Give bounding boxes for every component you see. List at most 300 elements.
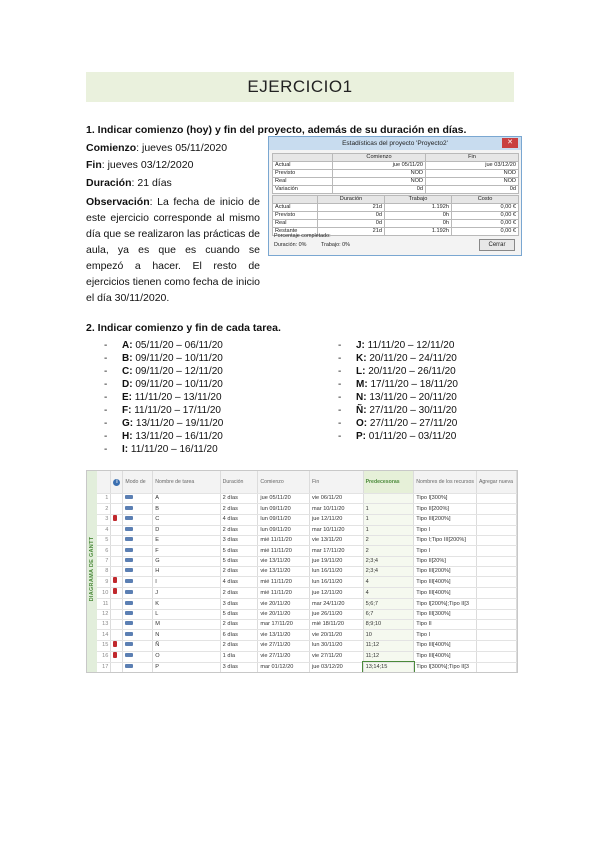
mode-column-header[interactable]: Modo de (123, 471, 153, 494)
row-number: 8 (97, 567, 111, 577)
task-id: K: (356, 353, 367, 364)
task-range: 27/11/20 – 30/11/20 (366, 405, 457, 416)
task-mode-icon (125, 611, 133, 615)
question-1: 1. Indicar comienzo (hoy) y fin del proyecto, además de su duración en días. (86, 124, 467, 136)
indicator-cell (111, 556, 123, 566)
start-cell[interactable]: lun 09/11/20 (258, 514, 310, 525)
project-statistics-dialog (268, 136, 522, 256)
mode-cell (123, 567, 153, 577)
row-number: 12 (97, 609, 111, 619)
list-dash: - (104, 405, 108, 416)
start-cell[interactable]: vie 20/11/20 (258, 599, 310, 609)
duration-cell[interactable]: 4 días (220, 577, 258, 588)
mode-cell (123, 662, 153, 672)
observation-paragraph (86, 194, 260, 306)
empty-cell[interactable] (476, 609, 516, 619)
dates-table (272, 153, 519, 194)
task-range: 01/11/20 – 03/11/20 (366, 431, 457, 442)
table-row: Previsto NOD NOD (273, 170, 519, 178)
task-id: G: (122, 418, 134, 429)
resources-cell[interactable]: Tipo I (414, 630, 477, 640)
duration-cell[interactable]: 1 día (220, 651, 258, 662)
task-id: M: (356, 379, 368, 390)
row-number: 1 (97, 494, 111, 504)
start-cell[interactable]: mié 11/11/20 (258, 546, 310, 556)
empty-cell[interactable] (476, 546, 516, 556)
title-banner (86, 72, 514, 102)
empty-cell[interactable] (476, 577, 516, 588)
task-mode-icon (125, 516, 133, 520)
task-mode-icon (125, 632, 133, 636)
indicator-cell (111, 514, 123, 525)
empty-cell[interactable] (476, 536, 516, 546)
mode-cell (123, 651, 153, 662)
table-row[interactable] (97, 504, 517, 514)
mode-cell (123, 640, 153, 651)
empty-cell[interactable] (476, 640, 516, 651)
duration-column-header[interactable]: Duración (220, 471, 258, 494)
list-dash: - (104, 418, 108, 429)
duration-cell[interactable]: 6 días (220, 630, 258, 640)
duration-cell[interactable]: 5 días (220, 609, 258, 619)
start-column-header[interactable]: Comienzo (258, 471, 310, 494)
gantt-table (97, 471, 517, 673)
resources-cell[interactable]: Tipo II[200%] (414, 504, 477, 514)
question-2: 2. Indicar comienzo y fin de cada tarea. (86, 322, 281, 334)
percent-complete-label: Porcentaje completado: (274, 233, 331, 239)
task-id: P: (356, 431, 366, 442)
duration-value: : 21 días (131, 177, 172, 189)
percent-duration: Duración: 0% (274, 242, 307, 248)
indicator-cell (111, 640, 123, 651)
end-cell[interactable]: mié 18/11/20 (310, 620, 364, 630)
indicator-cell (111, 588, 123, 599)
start-cell[interactable]: jue 05/11/20 (258, 494, 310, 504)
task-id: N: (356, 392, 367, 403)
task-mode-icon (125, 506, 133, 510)
resources-cell[interactable]: Tipo III[400%] (414, 588, 477, 599)
empty-cell[interactable] (476, 504, 516, 514)
task-name-cell[interactable]: N (153, 630, 220, 640)
end-cell[interactable]: vie 13/11/20 (310, 536, 364, 546)
duration-cell[interactable]: 2 días (220, 494, 258, 504)
task-date-item (104, 443, 223, 456)
resources-cell[interactable]: Tipo II[20%] (414, 556, 477, 566)
table-row[interactable] (97, 651, 517, 662)
table-row[interactable] (97, 588, 517, 599)
task-name-cell[interactable]: E (153, 536, 220, 546)
table-row[interactable] (97, 640, 517, 651)
task-range: 27/11/20 – 27/11/20 (367, 418, 458, 429)
resources-cell[interactable]: Tipo I[200%];Tipo II[3 (414, 599, 477, 609)
predecessors-cell[interactable]: 2 (363, 546, 414, 556)
add-column-header[interactable]: Agregar nueva (476, 471, 516, 494)
mode-cell (123, 588, 153, 599)
overallocated-icon (113, 577, 117, 583)
task-name-cell[interactable]: K (153, 599, 220, 609)
task-name-cell[interactable]: C (153, 514, 220, 525)
start-line (86, 140, 227, 156)
table-row[interactable] (97, 546, 517, 556)
task-id: A: (122, 340, 133, 351)
list-dash: - (338, 392, 342, 403)
table-row[interactable] (97, 662, 517, 672)
duration-cell[interactable]: 3 días (220, 599, 258, 609)
empty-cell[interactable] (476, 525, 516, 535)
task-name-cell[interactable]: L (153, 609, 220, 619)
resources-cell[interactable]: Tipo I[300%];Tipo II[3 (414, 662, 477, 672)
overallocated-icon (113, 652, 117, 658)
dates-header-end: Fin (426, 154, 519, 162)
task-id: L: (356, 366, 366, 377)
indicator-cell (111, 620, 123, 630)
end-cell[interactable]: jue 12/11/20 (310, 514, 364, 525)
row-number: 6 (97, 546, 111, 556)
table-row: Previsto 0d 0h 0,00 € (273, 212, 519, 220)
task-id: D: (122, 379, 133, 390)
task-date-item (338, 430, 458, 443)
task-name-cell[interactable]: J (153, 588, 220, 599)
end-cell[interactable]: lun 16/11/20 (310, 567, 364, 577)
end-cell[interactable]: mar 10/11/20 (310, 525, 364, 535)
end-column-header[interactable]: Fin (310, 471, 364, 494)
task-id: Ñ: (356, 405, 367, 416)
task-name-cell[interactable]: P (153, 662, 220, 672)
resources-cell[interactable]: Tipo III[200%] (414, 514, 477, 525)
table-row[interactable] (97, 577, 517, 588)
page-title: EJERCICIO1 (247, 77, 353, 96)
duration-cell[interactable]: 2 días (220, 620, 258, 630)
task-range: 11/11/20 – 13/11/20 (132, 392, 222, 403)
list-dash: - (338, 418, 342, 429)
end-cell[interactable]: jue 03/12/20 (310, 662, 364, 672)
list-dash: - (104, 340, 108, 351)
indicator-cell (111, 630, 123, 640)
duration-cell[interactable]: 2 días (220, 504, 258, 514)
empty-cell[interactable] (476, 588, 516, 599)
task-id: C: (122, 366, 133, 377)
predecessors-cell[interactable]: 8;9;10 (363, 620, 414, 630)
list-dash: - (338, 405, 342, 416)
end-cell[interactable]: vie 06/11/20 (310, 494, 364, 504)
duration-cell[interactable]: 2 días (220, 525, 258, 535)
row-number: 2 (97, 504, 111, 514)
task-name-cell[interactable]: I (153, 577, 220, 588)
duration-label: Duración (86, 177, 132, 189)
table-row: Actual jue 05/11/20 jue 03/12/20 (273, 162, 519, 170)
indicator-cell (111, 662, 123, 672)
dates-header-start: Comienzo (333, 154, 426, 162)
list-dash: - (338, 340, 342, 351)
task-date-item (338, 378, 458, 391)
task-date-item (338, 417, 458, 430)
task-range: 09/11/20 – 10/11/20 (132, 379, 223, 390)
table-row: Real NOD NOD (273, 178, 519, 186)
resources-cell[interactable]: Tipo II (414, 620, 477, 630)
list-dash: - (338, 379, 342, 390)
task-name-cell[interactable]: D (153, 525, 220, 535)
task-name-cell[interactable]: Ñ (153, 640, 220, 651)
task-id: I: (122, 444, 129, 455)
task-name-cell[interactable]: O (153, 651, 220, 662)
task-date-item (104, 430, 223, 443)
row-number: 3 (97, 514, 111, 525)
mode-cell (123, 577, 153, 588)
dialog-titlebar (269, 137, 521, 150)
table-row[interactable] (97, 609, 517, 619)
predecessors-cell[interactable]: 11;12 (363, 651, 414, 662)
start-cell[interactable]: vie 20/11/20 (258, 609, 310, 619)
table-row[interactable] (97, 620, 517, 630)
task-range: 13/11/20 – 20/11/20 (366, 392, 457, 403)
task-mode-icon (125, 495, 133, 499)
empty-cell[interactable] (476, 556, 516, 566)
predecessors-cell[interactable]: 1 (363, 504, 414, 514)
end-line (86, 157, 193, 173)
predecessors-cell[interactable]: 10 (363, 630, 414, 640)
mode-cell (123, 504, 153, 514)
mode-cell (123, 620, 153, 630)
empty-cell[interactable] (476, 630, 516, 640)
resources-cell[interactable]: Tipo I (414, 546, 477, 556)
row-number: 10 (97, 588, 111, 599)
predecessors-cell[interactable]: 2;3;4 (363, 567, 414, 577)
table-row[interactable] (97, 536, 517, 546)
resources-cell[interactable]: Tipo I (414, 525, 477, 535)
overallocated-icon (113, 515, 117, 521)
task-date-item (104, 404, 223, 417)
gantt-side-label: DIAGRAMA DE GANTT (87, 471, 97, 672)
task-mode-icon (125, 621, 133, 625)
start-cell[interactable]: vie 27/11/20 (258, 640, 310, 651)
resources-cell[interactable]: Tipo III[400%] (414, 651, 477, 662)
duration-cell[interactable]: 4 días (220, 514, 258, 525)
indicator-cell (111, 504, 123, 514)
task-mode-icon (125, 664, 133, 668)
task-date-item (338, 339, 458, 352)
close-button[interactable]: Cerrar (479, 239, 515, 251)
start-cell[interactable]: vie 13/11/20 (258, 567, 310, 577)
task-mode-icon (125, 558, 133, 562)
percent-work: Trabajo: 0% (321, 242, 350, 248)
empty-cell[interactable] (476, 662, 516, 672)
table-row[interactable] (97, 514, 517, 525)
start-cell[interactable]: vie 13/11/20 (258, 630, 310, 640)
duration-cell[interactable]: 5 días (220, 556, 258, 566)
task-range: 20/11/20 – 24/11/20 (366, 353, 457, 364)
indicator-cell (111, 567, 123, 577)
task-range: 11/11/20 – 17/11/20 (131, 405, 221, 416)
duration-cell[interactable]: 3 días (220, 662, 258, 672)
empty-cell[interactable] (476, 651, 516, 662)
predecessors-column-header[interactable]: Predecesoras (363, 471, 414, 494)
table-row[interactable] (97, 556, 517, 566)
mode-cell (123, 536, 153, 546)
mode-cell (123, 599, 153, 609)
task-dates-right (338, 339, 458, 443)
end-cell[interactable]: mar 17/11/20 (310, 546, 364, 556)
duration-cell[interactable]: 3 días (220, 536, 258, 546)
row-number: 16 (97, 651, 111, 662)
indicator-cell (111, 609, 123, 619)
task-name-cell[interactable]: B (153, 504, 220, 514)
empty-cell[interactable] (476, 514, 516, 525)
task-range: 09/11/20 – 12/11/20 (132, 366, 223, 377)
task-dates-left (104, 339, 223, 456)
end-cell[interactable]: jue 26/11/20 (310, 609, 364, 619)
resources-column-header[interactable]: Nombres de los recursos (414, 471, 477, 494)
task-date-item (104, 352, 223, 365)
predecessors-cell[interactable]: 2 (363, 536, 414, 546)
indicator-cell (111, 546, 123, 556)
task-date-item (338, 365, 458, 378)
predecessors-cell[interactable] (363, 494, 414, 504)
start-cell[interactable]: mar 01/12/20 (258, 662, 310, 672)
task-range: 11/11/20 – 16/11/20 (128, 444, 218, 455)
duration-cell[interactable]: 2 días (220, 567, 258, 577)
duration-cell[interactable]: 2 días (220, 640, 258, 651)
task-range: 05/11/20 – 06/11/20 (132, 340, 223, 351)
start-cell[interactable]: mar 17/11/20 (258, 620, 310, 630)
predecessors-cell[interactable]: 1 (363, 525, 414, 535)
end-cell[interactable]: jue 19/11/20 (310, 556, 364, 566)
task-date-item (338, 404, 458, 417)
predecessors-cell[interactable]: 11;12 (363, 640, 414, 651)
end-cell[interactable]: mar 10/11/20 (310, 504, 364, 514)
task-range: 09/11/20 – 10/11/20 (132, 353, 223, 364)
mode-cell (123, 609, 153, 619)
end-cell[interactable]: jue 12/11/20 (310, 588, 364, 599)
start-value: : jueves 05/11/2020 (136, 142, 228, 154)
start-cell[interactable]: mié 11/11/20 (258, 577, 310, 588)
list-dash: - (104, 392, 108, 403)
indicator-cell (111, 525, 123, 535)
end-value: : jueves 03/12/2020 (101, 159, 194, 171)
end-cell[interactable]: lun 30/11/20 (310, 640, 364, 651)
indicator-cell (111, 599, 123, 609)
resources-cell[interactable]: Tipo III[200%] (414, 567, 477, 577)
start-cell[interactable]: lun 09/11/20 (258, 504, 310, 514)
info-icon: i (113, 479, 120, 486)
table-row: Variación 0d 0d (273, 186, 519, 194)
task-mode-icon (125, 601, 133, 605)
table-row: Real 0d 0h 0,00 € (273, 220, 519, 228)
task-range: 17/11/20 – 18/11/20 (367, 379, 458, 390)
task-name-cell[interactable]: M (153, 620, 220, 630)
list-dash: - (338, 353, 342, 364)
row-number: 7 (97, 556, 111, 566)
empty-cell[interactable] (476, 599, 516, 609)
task-date-item (104, 417, 223, 430)
task-name-cell[interactable]: G (153, 556, 220, 566)
indicator-cell (111, 536, 123, 546)
resources-cell[interactable]: Tipo III[300%] (414, 609, 477, 619)
task-mode-icon (125, 568, 133, 572)
start-cell[interactable]: lun 09/11/20 (258, 525, 310, 535)
row-number: 13 (97, 620, 111, 630)
mode-cell (123, 630, 153, 640)
name-column-header[interactable]: Nombre de tarea (153, 471, 220, 494)
task-range: 13/11/20 – 16/11/20 (132, 431, 223, 442)
table-row[interactable] (97, 599, 517, 609)
end-cell[interactable]: lun 16/11/20 (310, 577, 364, 588)
predecessors-cell[interactable]: 1 (363, 514, 414, 525)
duration-cell[interactable]: 5 días (220, 546, 258, 556)
dialog-title: Estadísticas del proyecto 'Proyecto2' (342, 140, 448, 147)
start-cell[interactable]: vie 27/11/20 (258, 651, 310, 662)
task-mode-icon (125, 548, 133, 552)
table-row[interactable] (97, 525, 517, 535)
start-cell[interactable]: vie 13/11/20 (258, 556, 310, 566)
table-row[interactable] (97, 567, 517, 577)
task-id: E: (122, 392, 132, 403)
task-id: B: (122, 353, 133, 364)
task-id: O: (356, 418, 368, 429)
row-number: 4 (97, 525, 111, 535)
end-cell[interactable]: mar 24/11/20 (310, 599, 364, 609)
predecessors-cell[interactable]: 13;14;15 (363, 662, 414, 672)
resources-cell[interactable]: Tipo I;Tipo III[200%] (414, 536, 477, 546)
predecessors-cell[interactable]: 2;3;4 (363, 556, 414, 566)
row-number: 15 (97, 640, 111, 651)
task-date-item (104, 339, 223, 352)
overallocated-icon (113, 641, 117, 647)
list-dash: - (104, 379, 108, 390)
empty-cell[interactable] (476, 620, 516, 630)
task-mode-icon (125, 579, 133, 583)
task-date-item (338, 391, 458, 404)
task-id: F: (122, 405, 132, 416)
start-cell[interactable]: mié 11/11/20 (258, 588, 310, 599)
task-mode-icon (125, 527, 133, 531)
task-mode-icon (125, 590, 133, 594)
close-icon[interactable]: ✕ (502, 138, 518, 148)
task-date-item (104, 365, 223, 378)
indicator-cell (111, 494, 123, 504)
end-cell[interactable]: vie 20/11/20 (310, 630, 364, 640)
start-cell[interactable]: mié 11/11/20 (258, 536, 310, 546)
resources-cell[interactable]: Tipo I[300%] (414, 494, 477, 504)
task-mode-icon (125, 653, 133, 657)
end-cell[interactable]: vie 27/11/20 (310, 651, 364, 662)
mode-cell (123, 556, 153, 566)
task-name-cell[interactable]: A (153, 494, 220, 504)
list-dash: - (338, 366, 342, 377)
list-dash: - (104, 353, 108, 364)
task-mode-icon (125, 537, 133, 541)
empty-cell[interactable] (476, 494, 516, 504)
empty-cell[interactable] (476, 567, 516, 577)
task-date-item (104, 391, 223, 404)
observation-label: Observación (86, 196, 150, 208)
predecessors-cell[interactable]: 4 (363, 577, 414, 588)
resources-cell[interactable]: Tipo III[400%] (414, 640, 477, 651)
table-row[interactable] (97, 494, 517, 504)
task-name-cell[interactable]: H (153, 567, 220, 577)
resources-cell[interactable]: Tipo III[400%] (414, 577, 477, 588)
predecessors-cell[interactable]: 6;7 (363, 609, 414, 619)
predecessors-cell[interactable]: 4 (363, 588, 414, 599)
task-id: H: (122, 431, 133, 442)
task-name-cell[interactable]: F (153, 546, 220, 556)
duration-line (86, 175, 172, 191)
list-dash: - (104, 444, 108, 455)
list-dash: - (104, 366, 108, 377)
start-label: Comienzo (86, 142, 137, 154)
duration-cell[interactable]: 2 días (220, 588, 258, 599)
predecessors-cell[interactable]: 5;6;7 (363, 599, 414, 609)
table-row[interactable] (97, 630, 517, 640)
